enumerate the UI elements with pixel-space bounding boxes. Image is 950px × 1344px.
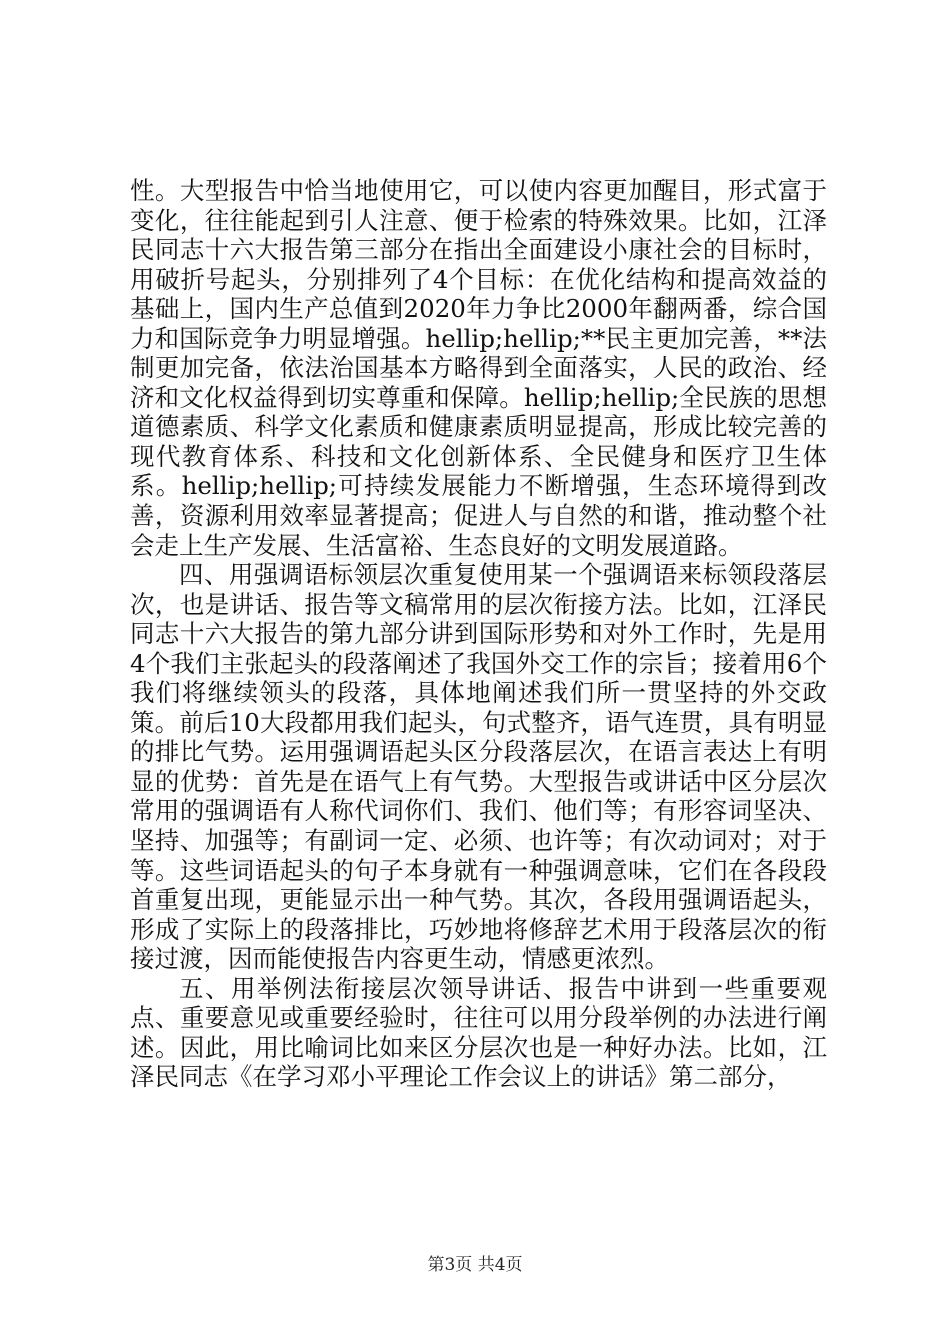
paragraph-1: 性。大型报告中恰当地使用它，可以使内容更加醒目，形式富于变化，往往能起到引人注意、便于检索的特殊效果。比如，江泽民同志十六大报告第三部分在指出全面建设小康社会的目标时，用破折号起头，分别排列了4个目标：在优化结构和提高效益的基础上，国内生产总值到2020年力争比2000年翻两番，综合国力和国际竞争力明显增强。hellip;hellip;**民主更加完善，**法制更加完备，依法治国基本方略得到全面落实，人民的政治、经济和文化权益得到切实尊重和保障。hellip;hellip;全民族的思想道德素质、科学文化素质和健康素质明显提高，形成比较完善的现代教育体系、科技和文化创新体系、全民健身和医疗卫生体系。hellip;hellip;可持续发展能力不断增强，生态环境得到改善，资源利用效率显著提高；促进人与自然的和谐，推动整个社会走上生产发展、生活富裕、生态良好的文明发展道路。 [130, 176, 827, 560]
document-body [130, 176, 827, 1092]
paragraph-3: 五、用举例法衔接层次领导讲话、报告中讲到一些重要观点、重要意见或重要经验时，往往可以用分段举例的办法进行阐述。因此，用比喻词比如来区分层次也是一种好办法。比如，江泽民同志《在学习邓小平理论工作会议上的讲话》第二部分， [130, 973, 827, 1092]
page-number-footer: 第3页 共4页 [427, 1255, 523, 1275]
paragraph-2: 四、用强调语标领层次重复使用某一个强调语来标领段落层次，也是讲话、报告等文稿常用的层次衔接方法。比如，江泽民同志十六大报告的第九部分讲到国际形势和对外工作时，先是用4个我们主张起头的段落阐述了我国外交工作的宗旨；接着用6个我们将继续领头的段落，具体地阐述我们所一贯坚持的外交政策。前后10大段都用我们起头，句式整齐，语气连贯，具有明显的排比气势。运用强调语起头区分段落层次，在语言表达上有明显的优势：首先是在语气上有气势。大型报告或讲话中区分层次常用的强调语有人称代词你们、我们、他们等；有形容词坚决、坚持、加强等；有副词一定、必须、也许等；有次动词对；对于等。这些词语起头的句子本身就有一种强调意味，它们在各段段首重复出现，更能显示出一种气势。其次，各段用强调语起头，形成了实际上的段落排比，巧妙地将修辞艺术用于段落层次的衔接过渡，因而能使报告内容更生动，情感更浓烈。 [130, 560, 827, 974]
